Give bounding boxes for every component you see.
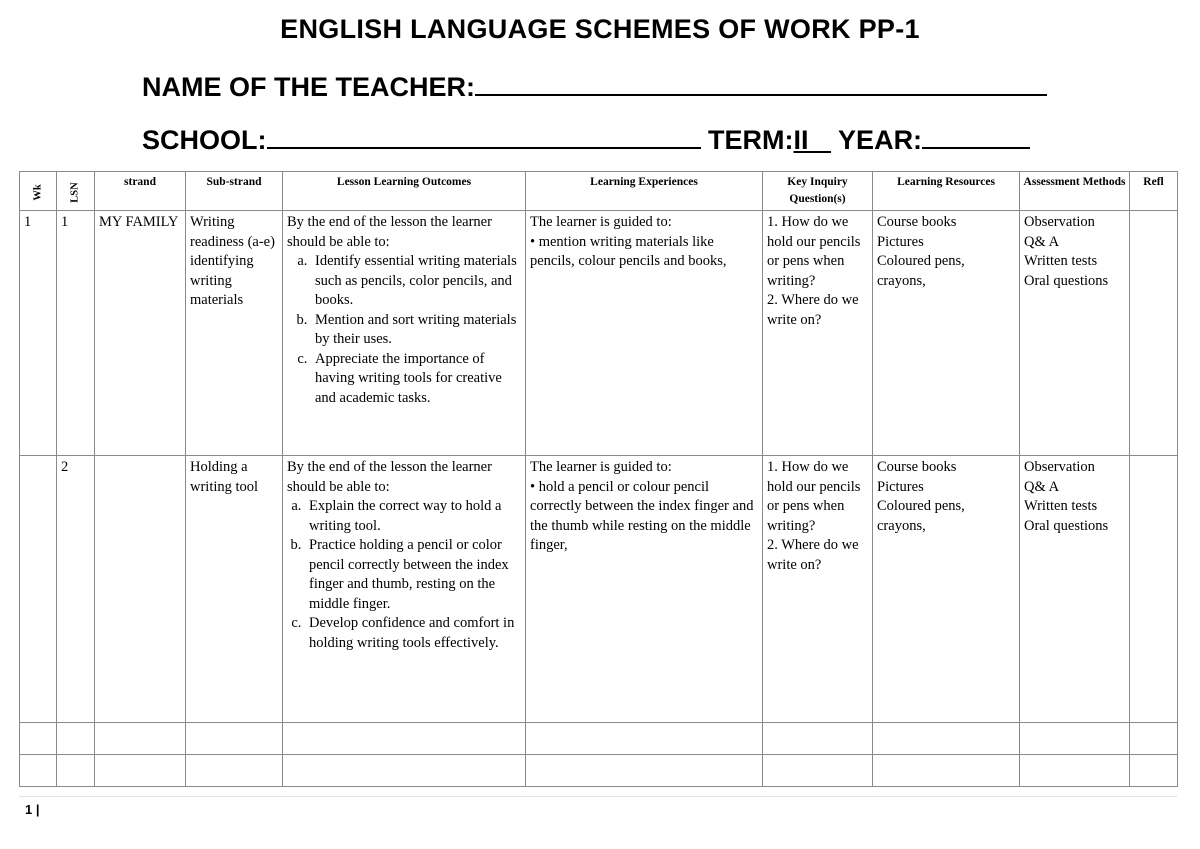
list-item: c. Appreciate the importance of having writing tools for creative and academic tasks. xyxy=(311,350,521,409)
cell-refl xyxy=(1130,456,1178,723)
cell-substrand: Writing readiness (a-e) identifying writing materials xyxy=(186,211,283,456)
table-row xyxy=(20,456,1178,723)
cell-refl xyxy=(1130,211,1178,456)
assessment-item: Q& A xyxy=(1024,478,1060,495)
cell-experiences xyxy=(526,456,763,723)
col-header-substrand: Sub-strand xyxy=(186,172,283,211)
col-header-assessment: Assessment Methods xyxy=(1020,172,1130,211)
col-header-wk: Wk xyxy=(20,172,57,211)
assessment-item: Written tests xyxy=(1024,253,1098,269)
resource-item: Pictures xyxy=(877,478,924,495)
question-item: 2. Where do we write on? xyxy=(767,537,859,573)
table-row xyxy=(20,211,1178,456)
resource-item: Course books xyxy=(877,214,957,230)
outcomes-intro: By the end of the lesson the learner should be able to: xyxy=(287,214,492,250)
term-value: II xyxy=(793,125,809,155)
document-title: ENGLISH LANGUAGE SCHEMES OF WORK PP-1 xyxy=(280,14,920,44)
assessment-item: Oral questions xyxy=(1024,517,1109,534)
cell-wk xyxy=(20,456,57,723)
outcomes-intro: By the end of the lesson the learner should be able to: xyxy=(287,459,492,495)
question-item: 1. How do we hold our pencils or pens when writing? xyxy=(767,459,861,534)
school-blank xyxy=(267,121,701,149)
col-header-lsn: LSN xyxy=(57,172,95,211)
experiences-text: • hold a pencil or colour pencil correctly between the index finger and the thumb while resting on the middle finger, xyxy=(530,478,754,553)
question-item: 2. Where do we write on? xyxy=(767,292,859,328)
empty-row xyxy=(20,723,1178,755)
list-item: c. Develop confidence and comfort in holding writing tools effectively. xyxy=(305,614,521,653)
list-item: a. Identify essential writing materials such as pencils, color pencils, and books. xyxy=(311,252,521,311)
resource-item: Coloured pens, crayons, xyxy=(877,498,965,534)
teacher-blank xyxy=(475,68,1047,96)
teacher-line xyxy=(142,68,1047,103)
schemes-table xyxy=(19,171,1178,787)
resource-item: Coloured pens, crayons, xyxy=(877,253,965,289)
experiences-intro: The learner is guided to: xyxy=(530,214,672,230)
empty-row xyxy=(20,755,1178,787)
table-header-row xyxy=(20,172,1178,211)
cell-experiences xyxy=(526,211,763,456)
resource-item: Course books xyxy=(877,459,957,475)
col-header-resources: Learning Resources xyxy=(873,172,1020,211)
assessment-item: Oral questions xyxy=(1024,272,1109,289)
assessment-item: Observation xyxy=(1024,459,1095,475)
cell-outcomes xyxy=(283,211,526,456)
assessment-item: Written tests xyxy=(1024,498,1098,514)
term-label: TERM: xyxy=(708,125,794,155)
school-label: SCHOOL: xyxy=(142,125,267,155)
outcomes-list xyxy=(287,497,521,653)
list-item: b. Practice holding a pencil or color pencil correctly between the index finger and thumb, resting on the middle finger. xyxy=(305,536,521,614)
cell-resources xyxy=(873,211,1020,456)
page-number: 1 | xyxy=(25,802,40,817)
outcomes-list xyxy=(287,252,521,408)
list-item: a. Explain the correct way to hold a writing tool. xyxy=(305,497,521,536)
cell-lsn: 1 xyxy=(57,211,95,456)
cell-substrand: Holding a writing tool xyxy=(186,456,283,723)
assessment-item: Observation xyxy=(1024,214,1095,230)
assessment-item: Q& A xyxy=(1024,233,1060,250)
cell-strand: MY FAMILY xyxy=(95,211,186,456)
col-header-refl: Refl xyxy=(1130,172,1178,211)
page-divider xyxy=(19,796,1177,797)
cell-outcomes xyxy=(283,456,526,723)
year-label: YEAR: xyxy=(838,125,923,155)
question-item: 1. How do we hold our pencils or pens when writing? xyxy=(767,214,861,289)
teacher-label: NAME OF THE TEACHER: xyxy=(142,72,475,102)
year-blank xyxy=(922,121,1030,149)
experiences-text: • mention writing materials like pencils, colour pencils and books, xyxy=(530,233,727,269)
cell-lsn: 2 xyxy=(57,456,95,723)
school-line xyxy=(142,121,1030,156)
cell-questions xyxy=(763,456,873,723)
col-header-experiences: Learning Experiences xyxy=(526,172,763,211)
col-header-outcomes: Lesson Learning Outcomes xyxy=(283,172,526,211)
cell-assessment xyxy=(1020,456,1130,723)
col-header-questions: Key Inquiry Question(s) xyxy=(763,172,873,211)
cell-strand xyxy=(95,456,186,723)
col-header-strand: strand xyxy=(95,172,186,211)
cell-resources xyxy=(873,456,1020,723)
list-item: b. Mention and sort writing materials by their uses. xyxy=(311,311,521,350)
experiences-intro: The learner is guided to: xyxy=(530,459,672,475)
cell-questions xyxy=(763,211,873,456)
cell-assessment xyxy=(1020,211,1130,456)
cell-wk: 1 xyxy=(20,211,57,456)
resource-item: Pictures xyxy=(877,233,924,250)
